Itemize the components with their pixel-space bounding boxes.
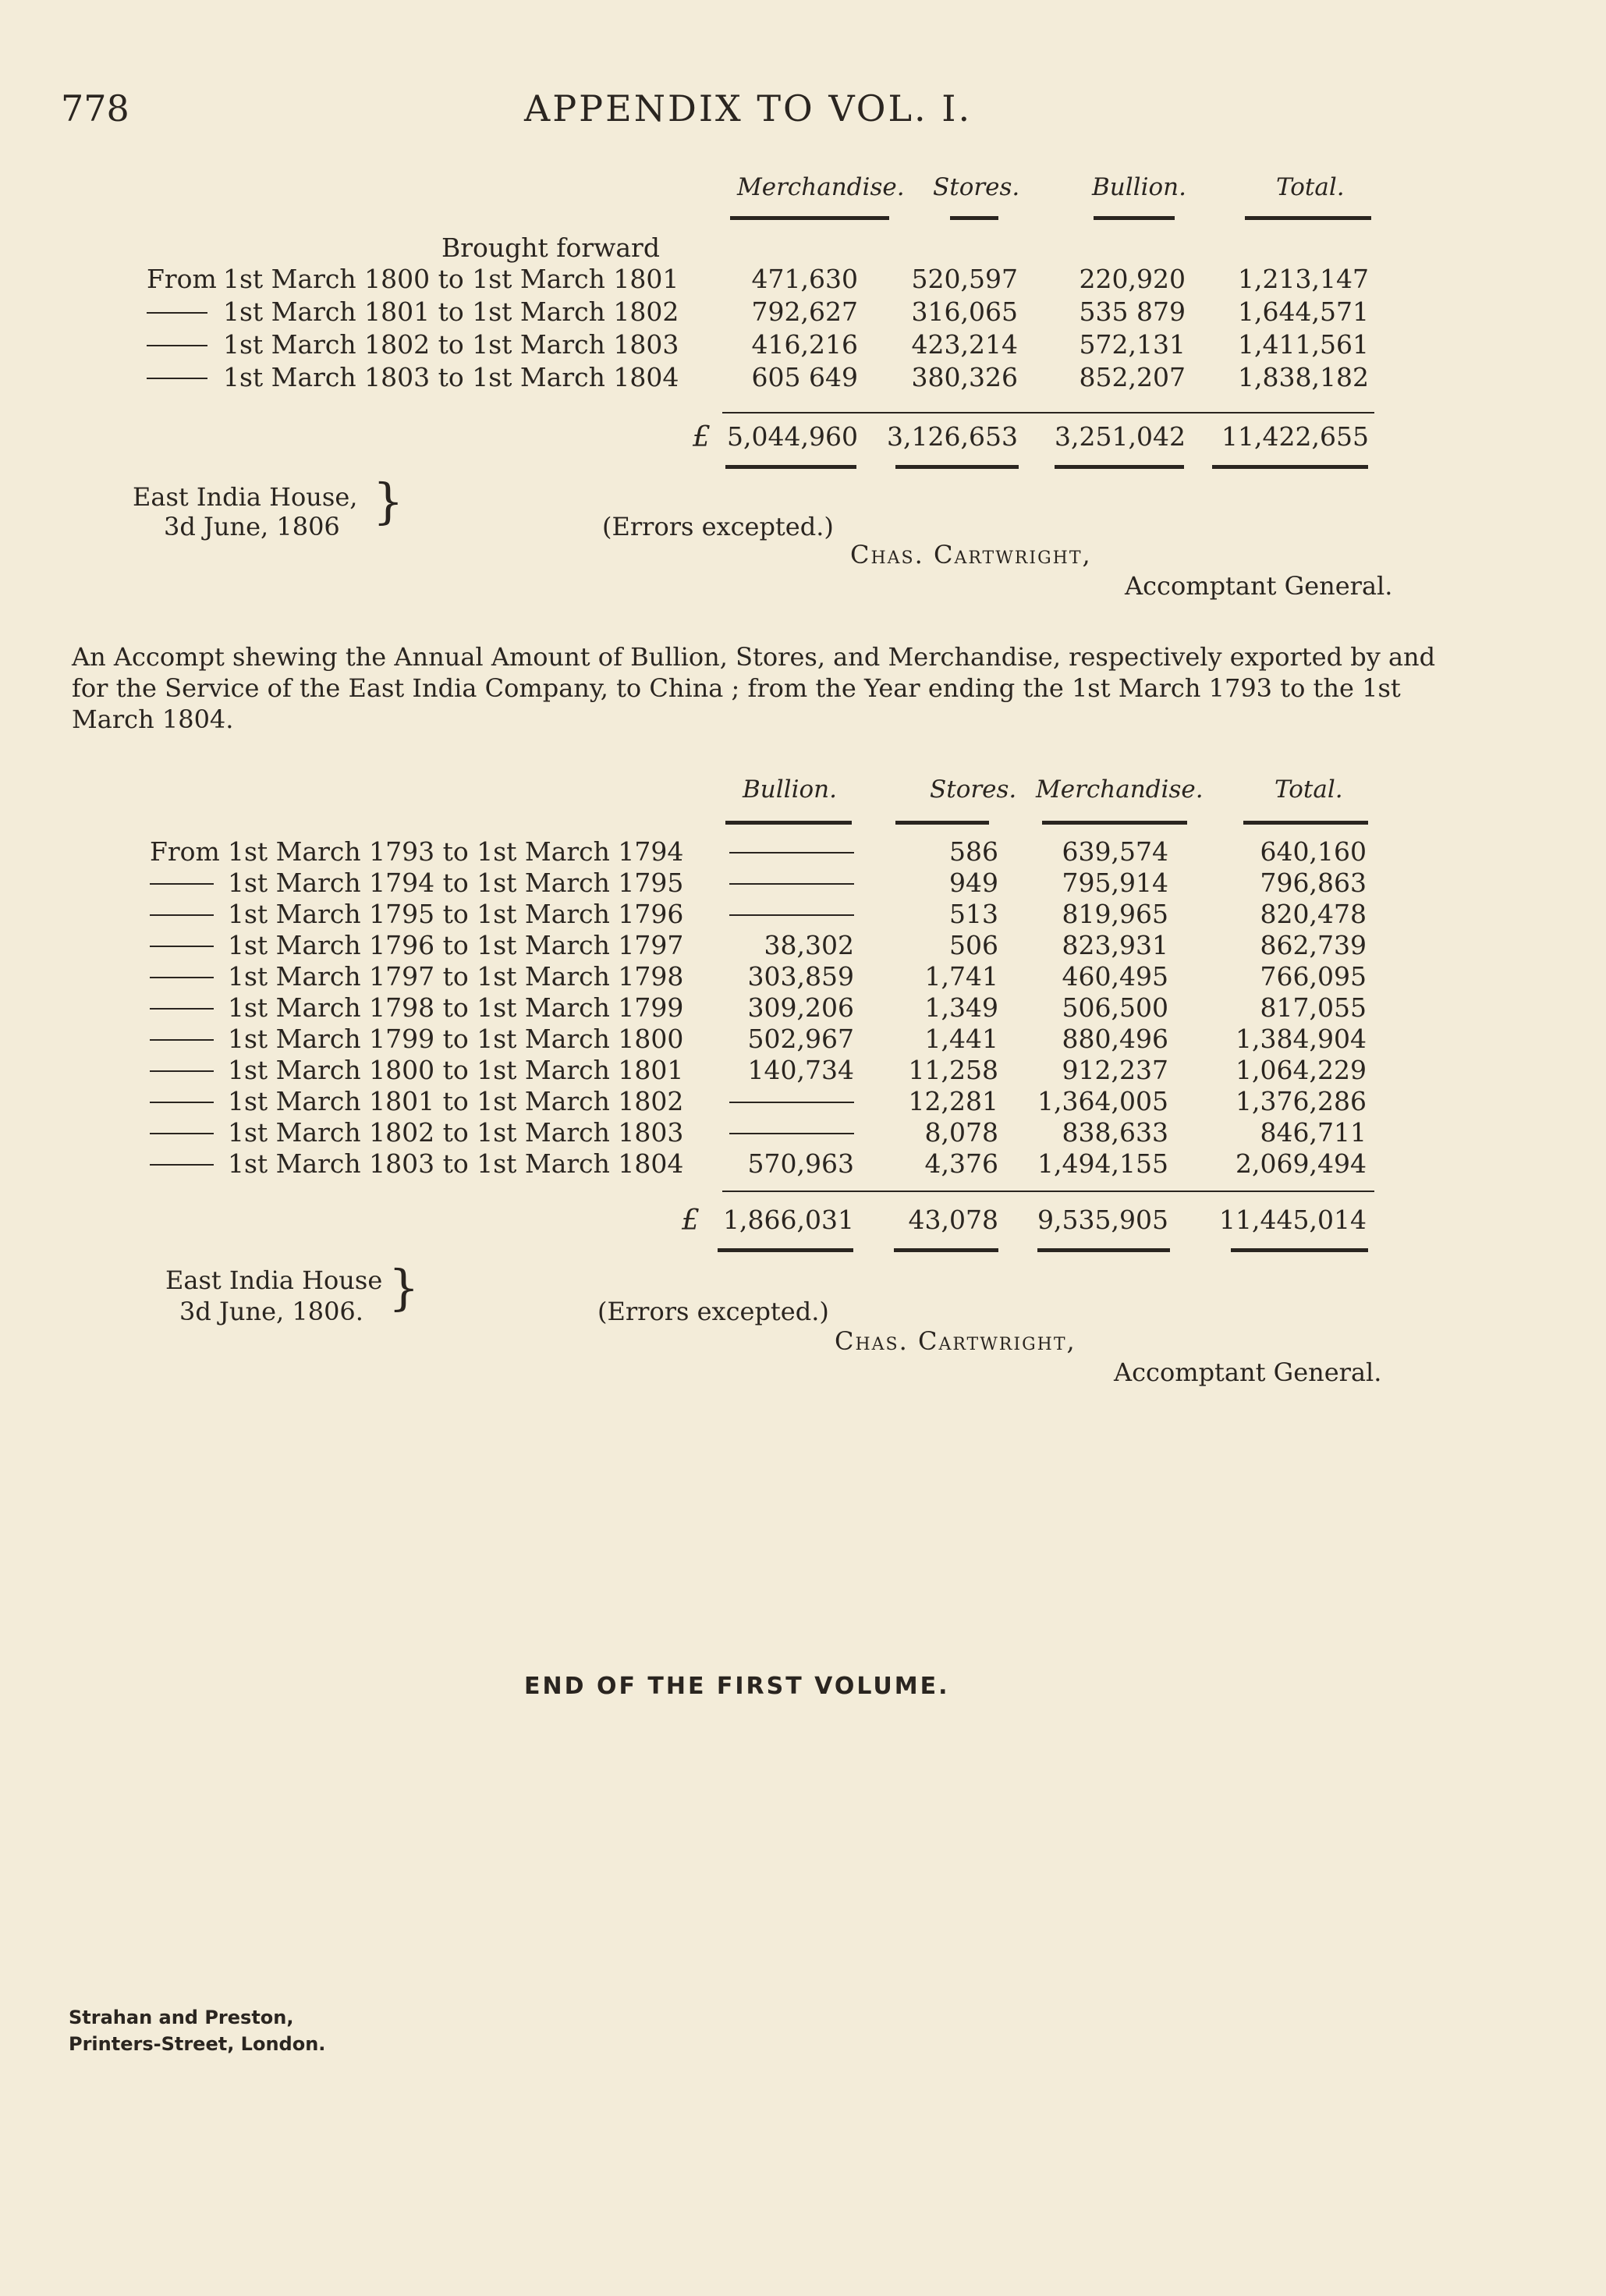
cell-merchandise: 838,633 (1062, 1117, 1168, 1148)
table-row (0, 868, 1606, 902)
double-rule (725, 465, 856, 469)
nil-dash (729, 914, 854, 916)
cell-merchandise: 819,965 (1062, 899, 1168, 929)
cell-merchandise: 1,494,155 (1037, 1148, 1168, 1179)
end-of-volume: END OF THE FIRST VOLUME. (524, 1673, 950, 1700)
cell-total: 862,739 (1260, 930, 1367, 960)
row-period: 1st March 1797 to 1st March 1798 (228, 961, 684, 992)
cell-merchandise: 506,500 (1062, 992, 1168, 1023)
column-header-stores: Stores. (930, 775, 1017, 804)
total-merchandise: 9,535,905 (1037, 1205, 1168, 1235)
pound-sign: £ (693, 421, 711, 453)
column-header-total: Total. (1276, 173, 1345, 201)
ditto-dash (150, 1133, 214, 1134)
sum-rule (722, 1191, 1374, 1192)
cell-total: 820,478 (1260, 899, 1367, 929)
row-period: 1st March 1793 to 1st March 1794 (228, 836, 684, 867)
cell-bullion: 309,206 (747, 992, 854, 1023)
cell-total: 1,644,571 (1238, 296, 1369, 327)
header-rule (950, 216, 998, 220)
ditto-dash (150, 977, 214, 978)
nil-dash (729, 1102, 854, 1103)
running-head: APPENDIX TO VOL. I. (524, 87, 973, 130)
cell-stores: 1,441 (924, 1024, 998, 1054)
double-rule (894, 1248, 998, 1252)
header-rule (1243, 821, 1368, 825)
errors-excepted: (Errors excepted.) (597, 1297, 829, 1326)
nil-dash (729, 852, 854, 853)
nil-dash (729, 1133, 854, 1134)
cell-bullion: 38,302 (764, 930, 854, 960)
row-period: 1st March 1801 to 1st March 1802 (223, 296, 679, 327)
cell-total: 1,213,147 (1238, 264, 1369, 294)
cell-merchandise: 880,496 (1062, 1024, 1168, 1054)
total-merchandise: 5,044,960 (727, 421, 858, 452)
cell-merchandise: 416,216 (751, 329, 858, 360)
table-row (0, 264, 1606, 298)
totals-row (0, 421, 1606, 456)
cell-stores: 1,349 (924, 992, 998, 1023)
cell-stores: 1,741 (924, 961, 998, 992)
total-bullion: 1,866,031 (723, 1205, 854, 1235)
cell-stores: 506 (949, 930, 998, 960)
cell-total: 817,055 (1260, 992, 1367, 1023)
cell-total: 1,384,904 (1236, 1024, 1367, 1054)
double-rule (1231, 1248, 1368, 1252)
column-header-merchandise: Merchandise. (737, 173, 905, 201)
header-rule (1094, 216, 1175, 220)
cell-bullion: 303,859 (747, 961, 854, 992)
cell-total: 1,376,286 (1236, 1086, 1367, 1116)
cell-bullion: 572,131 (1079, 329, 1186, 360)
table-row (0, 362, 1606, 396)
row-period: 1st March 1803 to 1st March 1804 (228, 1148, 684, 1179)
ditto-dash (150, 1008, 214, 1010)
column-header-merchandise: Merchandise. (1036, 775, 1204, 804)
cell-merchandise: 795,914 (1062, 868, 1168, 898)
accompt-description: An Accompt shewing the Annual Amount of Bullion, Stores, and Merchandise, respectively exported by and for the Service of the East India Company, to China ; from the Year ending the 1st March 1793 to the 1st March 1804. (72, 642, 1436, 734)
row-period: 1st March 1798 to 1st March 1799 (228, 992, 684, 1023)
cell-merchandise: 823,931 (1062, 930, 1168, 960)
cell-bullion: 535 879 (1079, 296, 1186, 327)
cell-total: 766,095 (1260, 961, 1367, 992)
brace: } (373, 473, 404, 530)
cell-stores: 513 (949, 899, 998, 929)
cell-merchandise: 471,630 (751, 264, 858, 294)
signatory-title: Accomptant General. (1114, 1357, 1382, 1387)
total-stores: 3,126,653 (887, 421, 1018, 452)
cell-total: 2,069,494 (1236, 1148, 1367, 1179)
header-rule (1042, 821, 1187, 825)
header-rule (730, 216, 889, 220)
date: 3d June, 1806 (164, 512, 340, 541)
cell-merchandise: 792,627 (751, 296, 858, 327)
row-period: 1st March 1800 to 1st March 1801 (228, 1055, 684, 1085)
cell-total: 1,411,561 (1238, 329, 1369, 360)
table-row (0, 329, 1606, 364)
table-row (0, 296, 1606, 331)
cell-bullion: 220,920 (1079, 264, 1186, 294)
double-rule (718, 1248, 853, 1252)
cell-total: 846,711 (1260, 1117, 1367, 1148)
header-rule (725, 821, 852, 825)
cell-stores: 586 (949, 836, 998, 867)
cell-stores: 11,258 (908, 1055, 998, 1085)
table-row (0, 836, 1606, 871)
cell-stores: 949 (949, 868, 998, 898)
pound-sign: £ (682, 1205, 700, 1237)
table-row (0, 1148, 1606, 1183)
table-row (0, 1024, 1606, 1058)
table-row (0, 1117, 1606, 1152)
cell-stores: 520,597 (911, 264, 1018, 294)
row-period: 1st March 1802 to 1st March 1803 (223, 329, 679, 360)
cell-merchandise: 912,237 (1062, 1055, 1168, 1085)
nil-dash (729, 883, 854, 885)
date: 3d June, 1806. (179, 1297, 363, 1326)
place: East India House (165, 1265, 383, 1295)
ditto-dash (150, 1102, 214, 1103)
column-header-total: Total. (1275, 775, 1343, 804)
table-row (0, 1086, 1606, 1120)
total-grand: 11,422,655 (1221, 421, 1369, 452)
errors-excepted: (Errors excepted.) (602, 512, 834, 541)
page-number: 778 (61, 87, 129, 130)
signatory-title: Accomptant General. (1125, 571, 1393, 601)
table-row (0, 899, 1606, 933)
total-stores: 43,078 (908, 1205, 998, 1235)
cell-total: 796,863 (1260, 868, 1367, 898)
table-row (0, 992, 1606, 1027)
row-prefix: From (147, 264, 217, 294)
cell-merchandise: 639,574 (1062, 836, 1168, 867)
row-period: 1st March 1802 to 1st March 1803 (228, 1117, 684, 1148)
row-period: 1st March 1800 to 1st March 1801 (223, 264, 679, 294)
ditto-dash (150, 1039, 214, 1041)
cell-bullion: 140,734 (747, 1055, 854, 1085)
header-rule (1245, 216, 1371, 220)
totals-row (0, 1205, 1606, 1239)
row-period: 1st March 1803 to 1st March 1804 (223, 362, 679, 392)
ditto-dash (150, 946, 214, 947)
printer-address: Printers-Street, London. (69, 2033, 326, 2055)
double-rule (1055, 465, 1184, 469)
cell-merchandise: 605 649 (751, 362, 858, 392)
row-period: 1st March 1799 to 1st March 1800 (228, 1024, 684, 1054)
cell-merchandise: 1,364,005 (1037, 1086, 1168, 1116)
brace: } (388, 1259, 420, 1316)
double-rule (1212, 465, 1368, 469)
brought-forward: Brought forward (441, 232, 660, 263)
cell-stores: 316,065 (911, 296, 1018, 327)
row-period: 1st March 1795 to 1st March 1796 (228, 899, 684, 929)
table-row (0, 961, 1606, 995)
cell-stores: 423,214 (911, 329, 1018, 360)
printer-name: Strahan and Preston, (69, 2007, 294, 2028)
cell-total: 640,160 (1260, 836, 1367, 867)
cell-bullion: 852,207 (1079, 362, 1186, 392)
row-prefix: From (150, 836, 220, 867)
cell-total: 1,838,182 (1238, 362, 1369, 392)
ditto-dash (147, 378, 207, 379)
row-period: 1st March 1796 to 1st March 1797 (228, 930, 684, 960)
ditto-dash (147, 312, 207, 314)
signatory: Chas. Cartwright, (850, 540, 1092, 570)
cell-stores: 8,078 (924, 1117, 998, 1148)
ditto-dash (150, 914, 214, 916)
cell-total: 1,064,229 (1236, 1055, 1367, 1085)
row-period: 1st March 1794 to 1st March 1795 (228, 868, 684, 898)
sum-rule (722, 412, 1374, 413)
table-row (0, 930, 1606, 964)
total-grand: 11,445,014 (1219, 1205, 1367, 1235)
cell-bullion: 502,967 (747, 1024, 854, 1054)
cell-merchandise: 460,495 (1062, 961, 1168, 992)
column-header-bullion: Bullion. (1092, 173, 1186, 201)
cell-stores: 380,326 (911, 362, 1018, 392)
table-row (0, 1055, 1606, 1089)
column-header-stores: Stores. (933, 173, 1020, 201)
header-rule (895, 821, 989, 825)
row-period: 1st March 1801 to 1st March 1802 (228, 1086, 684, 1116)
cell-stores: 4,376 (924, 1148, 998, 1179)
cell-stores: 12,281 (908, 1086, 998, 1116)
ditto-dash (147, 345, 207, 346)
signatory: Chas. Cartwright, (835, 1326, 1076, 1356)
ditto-dash (150, 1070, 214, 1072)
ditto-dash (150, 883, 214, 885)
cell-bullion: 570,963 (747, 1148, 854, 1179)
total-bullion: 3,251,042 (1055, 421, 1186, 452)
place: East India House, (133, 482, 358, 512)
ditto-dash (150, 1164, 214, 1166)
column-header-bullion: Bullion. (743, 775, 837, 804)
double-rule (895, 465, 1019, 469)
double-rule (1037, 1248, 1170, 1252)
